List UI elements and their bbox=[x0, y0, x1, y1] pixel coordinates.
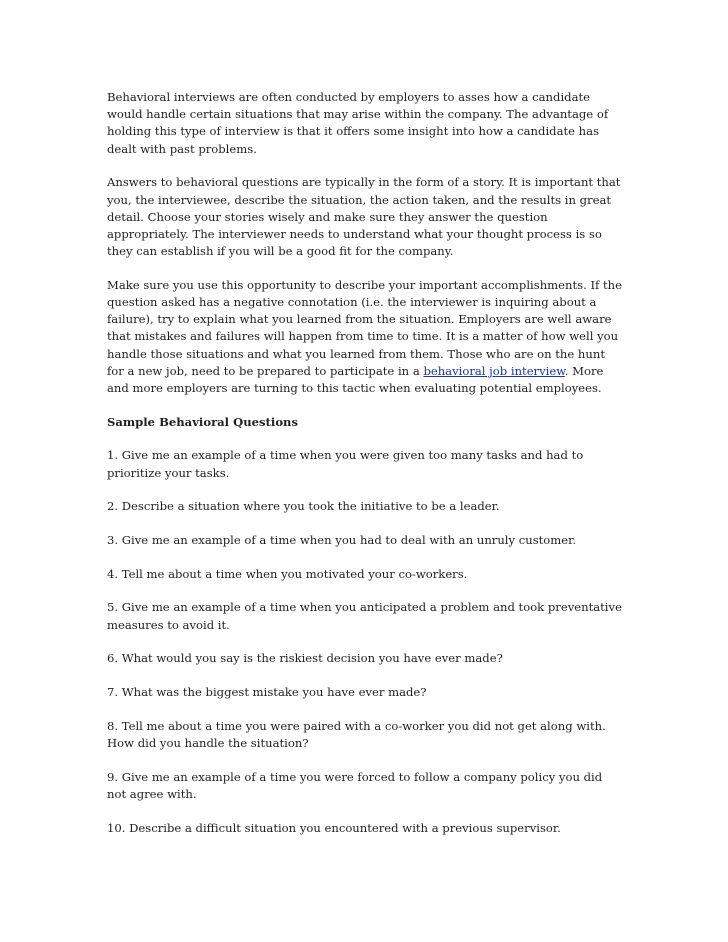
question-item: 9. Give me an example of a time you were forced to follow a company policy you did not agree with. bbox=[107, 769, 603, 801]
question-item: 1. Give me an example of a time when you were given too many tasks and had to prioritize your tasks. bbox=[107, 448, 584, 480]
question-item: 7. What was the biggest mistake you have ever made? bbox=[107, 685, 427, 700]
intro-paragraph-3-text-a: Make sure you use this opportunity to describe your important accomplishments. If the question asked has a negative connotation (i.e. the interviewer is inquiring about a failure), try to explain what you learned from the situation. Employers are well aware that mistakes and failures will happen from time to time. It is a matter of how well you handle those situations and what you learned from them. Those who are on the hunt for a new job, need to be prepared to participate in a bbox=[107, 277, 623, 378]
intro-paragraph-1: Behavioral interviews are often conducted by employers to asses how a candidate would handle certain situations that may arise within the company. The advantage of holding this type of interview is that it offers some insight into how a candidate has dealt with past problems. bbox=[107, 90, 609, 156]
question-item: 10. Describe a difficult situation you encountered with a previous supervisor. bbox=[107, 820, 561, 835]
document-body bbox=[107, 89, 623, 853]
question-item: 8. Tell me about a time you were paired with a co-worker you did not get along with. How did you handle the situation? bbox=[107, 718, 606, 750]
question-item: 3. Give me an example of a time when you had to deal with an unruly customer. bbox=[107, 533, 577, 548]
question-item: 2. Describe a situation where you took the initiative to be a leader. bbox=[107, 499, 500, 514]
question-item: 5. Give me an example of a time when you anticipated a problem and took preventative measures to avoid it. bbox=[107, 600, 622, 632]
intro-paragraph-3 bbox=[107, 277, 623, 397]
intro-paragraph-3-text-b: . More and more employers are turning to this tactic when evaluating potential employees. bbox=[107, 363, 604, 396]
sample-questions-heading: Sample Behavioral Questions bbox=[107, 414, 299, 429]
intro-paragraph-2: Answers to behavioral questions are typically in the form of a story. It is important that you, the interviewee, describe the situation, the action taken, and the results in great detail. Choose your stories wisely and make sure they answer the question appropriately. The interviewer needs to understand what your thought process is so they can establish if you will be a good fit for the company. bbox=[107, 175, 621, 259]
question-item: 6. What would you say is the riskiest decision you have ever made? bbox=[107, 651, 503, 666]
behavioral-job-interview-link[interactable]: behavioral job interview bbox=[423, 363, 565, 378]
question-item: 4. Tell me about a time when you motivated your co-workers. bbox=[107, 566, 468, 581]
